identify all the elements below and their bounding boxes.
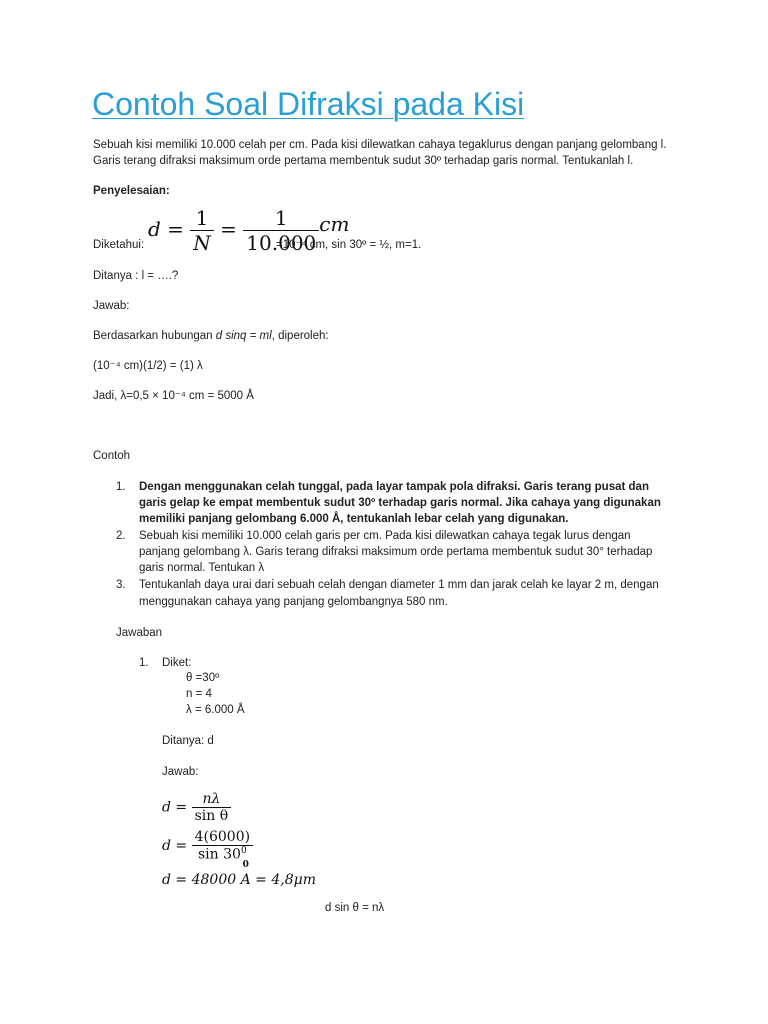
example-1-line-2: garis gelap ke empat membentuk sudut 30º terhadap garis normal. Jika cahaya yang digunakan <box>139 497 661 509</box>
example-1-number: 1. <box>116 481 126 493</box>
example-2-line-1: Sebuah kisi memiliki 10.000 celah garis per cm. Pada kisi dilewatkan cahaya tegak lurus dengan <box>139 530 631 542</box>
equation-3 <box>162 860 316 888</box>
equation-2 <box>162 829 253 863</box>
note-formula: d sin θ = nλ <box>325 902 385 914</box>
example-1-line-3: memiliki panjang gelombang 6.000 Å, tentukanlah lebar celah yang digunakan. <box>139 513 569 525</box>
example-1-line-1: Dengan menggunakan celah tunggal, pada layar tampak pola difraksi. Garis terang pusat dan <box>139 481 649 493</box>
asked-line: Ditanya : l = ….? <box>93 270 179 282</box>
intro-line-2: Garis terang difraksi maksimum orde pertama membentuk sudut 30º terhadap garis normal. Tentukanlah l. <box>93 155 634 167</box>
frac2-den: 10.000 <box>243 230 319 255</box>
example-2-line-3: garis normal. Tentukan λ <box>139 562 265 574</box>
relation-post: , diperoleh: <box>271 330 329 342</box>
eq2-den-degree: 0 <box>240 846 247 856</box>
eq3-rest: = 4,8μm <box>255 872 316 888</box>
frac2-num: 1 <box>274 206 288 230</box>
intro-line-1: Sebuah kisi memiliki 10.000 celah per cm. Pada kisi dilewatkan cahaya tegaklurus dengan panjang gelombang l. <box>93 139 667 151</box>
known-formula: d = $\frac{1}{N}$ = $\frac{1}{10.000}$ cm <box>148 206 350 255</box>
eq3-lhs: d = 48000 <box>162 872 237 888</box>
example-3-line-1: Tentukanlah daya urai dari sebuah celah dengan diameter 1 mm dan jarak celah ke layar 2 m, dengan <box>139 579 659 591</box>
relation-line <box>93 328 329 344</box>
answers-heading: Jawaban <box>116 627 163 639</box>
eq1-fraction <box>192 791 232 824</box>
page-title[interactable]: Contoh Soal Difraksi pada Kisi <box>92 86 525 122</box>
example-2-number: 2. <box>116 530 126 542</box>
eq1-den: sin θ <box>192 807 232 824</box>
diket-label: Diket: <box>162 657 192 669</box>
known-values: =10⁻⁴ cm, sin 30º = ½, m=1. <box>276 239 422 251</box>
eq3-unit-mark: 0 <box>242 860 249 870</box>
given-theta: θ =30º <box>186 672 220 684</box>
eq3-unit-wrap <box>240 860 251 888</box>
frac1-den: N <box>190 230 214 255</box>
answer-1-asked: Ditanya: d <box>162 735 214 747</box>
known-formula-lhs: d <box>148 217 161 241</box>
example-3-line-2: menggunakan cahaya yang panjang gelombangnya 580 nm. <box>139 596 448 608</box>
relation-pre: Berdasarkan hubungan <box>93 330 216 342</box>
eq2-num: 4(6000) <box>194 829 251 845</box>
eq1-lhs: d = <box>162 799 188 816</box>
given-n: n = 4 <box>186 688 212 700</box>
equation-1 <box>162 791 231 824</box>
given-lambda: λ = 6.000 Å <box>186 704 245 716</box>
relation-formula: d sinq = ml <box>215 330 272 342</box>
solution-heading: Penyelesaian: <box>93 185 170 197</box>
eq2-fraction <box>192 829 253 863</box>
eq2-lhs: d = <box>162 837 188 854</box>
frac1-num: 1 <box>195 206 209 230</box>
answer-1-number: 1. <box>139 657 149 669</box>
calculation-line: (10⁻⁴ cm)(1/2) = (1) λ <box>93 360 203 372</box>
fraction-1-over-n <box>190 206 214 255</box>
examples-heading: Contoh <box>93 450 131 462</box>
example-2-line-2: panjang gelombang λ. Garis terang difraksi maksimum orde pertama membentuk sudut 30° terhadap <box>139 546 653 558</box>
eq2-den: sin 30 <box>198 846 241 863</box>
example-3-number: 3. <box>116 579 126 591</box>
eq3-unit: A <box>240 872 251 888</box>
known-unit: cm <box>319 212 350 236</box>
eq1-num: nλ <box>202 791 221 807</box>
answer-label: Jawab: <box>93 300 130 312</box>
answer-1-jawab: Jawab: <box>162 766 199 778</box>
known-label: Diketahui: <box>93 239 145 251</box>
result-line: Jadi, λ=0,5 × 10⁻⁴ cm = 5000 Å <box>93 390 254 402</box>
